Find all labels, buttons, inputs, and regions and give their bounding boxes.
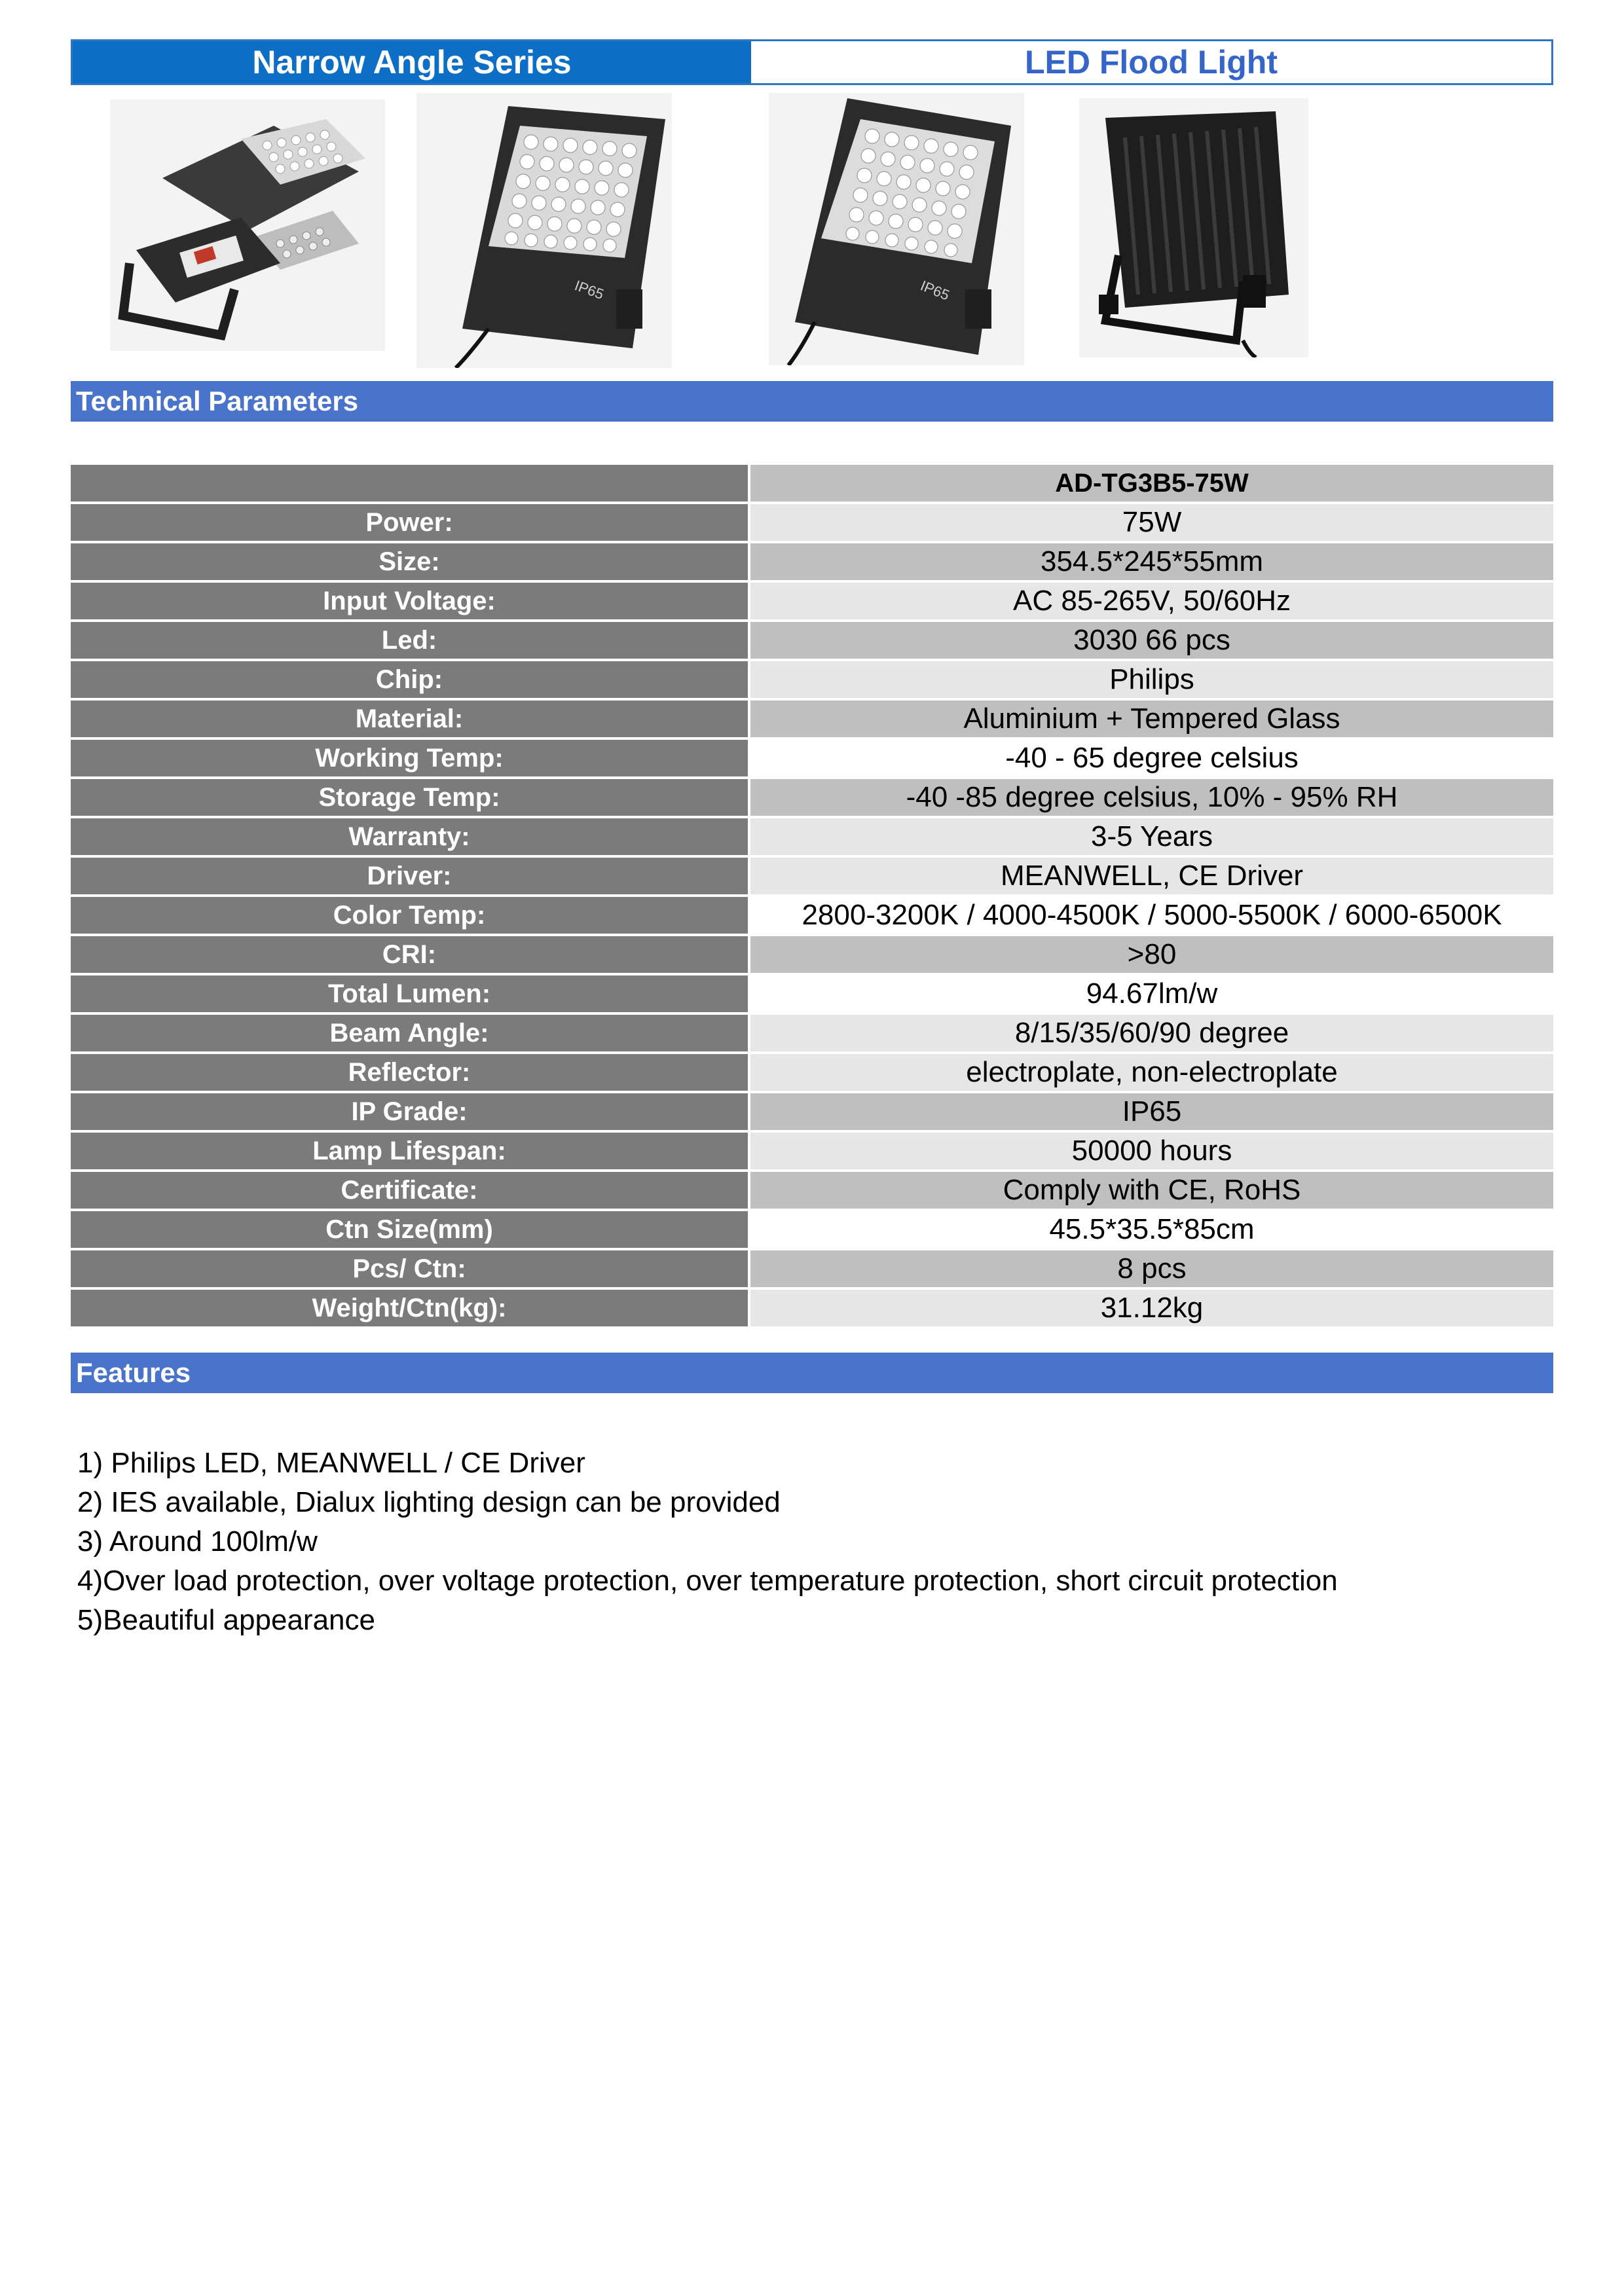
ip65-badge-2: IP65 [918,277,952,304]
feature-item: 4)Over load protection, over voltage protection, over temperature protection, short circuit protection [77,1565,1338,1597]
spec-value: 2800-3200K / 4000-4500K / 5000-5500K / 6000-6500K [750,897,1553,934]
spec-row [71,779,1553,816]
spec-value: Comply with CE, RoHS [750,1172,1553,1209]
spec-row [71,897,1553,934]
spec-row [71,1250,1553,1287]
spec-header-blank [71,465,748,501]
spec-value: 31.12kg [750,1290,1553,1326]
spec-value: 8 pcs [750,1250,1553,1287]
spec-label: Reflector: [71,1054,748,1091]
spec-label: Led: [71,622,748,659]
series-title: Narrow Angle Series [73,41,751,83]
spec-row [71,1211,1553,1248]
spec-value: 75W [750,504,1553,541]
spec-row [71,622,1553,659]
spec-label: Input Voltage: [71,583,748,619]
spec-value: Philips [750,661,1553,698]
spec-label: Power: [71,504,748,541]
spec-label: Total Lumen: [71,975,748,1012]
spec-table [71,465,1553,1329]
spec-label: Warranty: [71,818,748,855]
spec-label: Ctn Size(mm) [71,1211,748,1248]
product-photo-front [416,93,672,368]
spec-label: Pcs/ Ctn: [71,1250,748,1287]
spec-row [71,701,1553,737]
spec-label: Color Temp: [71,897,748,934]
spec-label: Chip: [71,661,748,698]
spec-value: Aluminium + Tempered Glass [750,701,1553,737]
feature-item: 3) Around 100lm/w [77,1525,318,1558]
product-photo-front-2 [769,93,1024,365]
spec-row [71,543,1553,580]
spec-row [71,1093,1553,1130]
product-type-title: LED Flood Light [751,41,1551,83]
features-list [77,1444,1338,1640]
spec-label: Lamp Lifespan: [71,1133,748,1169]
spec-row [71,504,1553,541]
spec-value: -40 - 65 degree celsius [750,740,1553,776]
spec-value: >80 [750,936,1553,973]
spec-row [71,661,1553,698]
product-photo-exploded [110,100,385,351]
spec-row [71,740,1553,776]
spec-label: Weight/Ctn(kg): [71,1290,748,1326]
spec-row [71,975,1553,1012]
spec-label: Driver: [71,858,748,894]
model-number: AD-TG3B5-75W [750,465,1553,501]
spec-row [71,818,1553,855]
spec-row [71,858,1553,894]
spec-value: 50000 hours [750,1133,1553,1169]
spec-value: 3-5 Years [750,818,1553,855]
spec-label: Working Temp: [71,740,748,776]
spec-label: Certificate: [71,1172,748,1209]
spec-label: Material: [71,701,748,737]
spec-row [71,1172,1553,1209]
spec-row [71,583,1553,619]
spec-label: Size: [71,543,748,580]
spec-value: MEANWELL, CE Driver [750,858,1553,894]
spec-value: 3030 66 pcs [750,622,1553,659]
spec-row [71,1133,1553,1169]
spec-value: 94.67lm/w [750,975,1553,1012]
spec-value: 45.5*35.5*85cm [750,1211,1553,1248]
feature-item: 5)Beautiful appearance [77,1604,375,1636]
spec-row [71,936,1553,973]
technical-parameters-heading: Technical Parameters [71,381,1553,422]
spec-value: -40 -85 degree celsius, 10% - 95% RH [750,779,1553,816]
features-heading: Features [71,1353,1553,1393]
title-header [71,39,1553,85]
spec-row [71,1290,1553,1326]
spec-value: 8/15/35/60/90 degree [750,1015,1553,1051]
spec-value: AC 85-265V, 50/60Hz [750,583,1553,619]
spec-label: Storage Temp: [71,779,748,816]
feature-item: 1) Philips LED, MEANWELL / CE Driver [77,1447,585,1479]
spec-table-header-row [71,465,1553,501]
product-photo-back [1079,98,1308,357]
spec-row [71,1015,1553,1051]
spec-value: 354.5*245*55mm [750,543,1553,580]
spec-label: CRI: [71,936,748,973]
spec-label: Beam Angle: [71,1015,748,1051]
spec-value: IP65 [750,1093,1553,1130]
spec-row [71,1054,1553,1091]
spec-label: IP Grade: [71,1093,748,1130]
ip65-badge: IP65 [572,277,606,303]
feature-item: 2) IES available, Dialux lighting design can be provided [77,1486,781,1518]
spec-value: electroplate, non-electroplate [750,1054,1553,1091]
